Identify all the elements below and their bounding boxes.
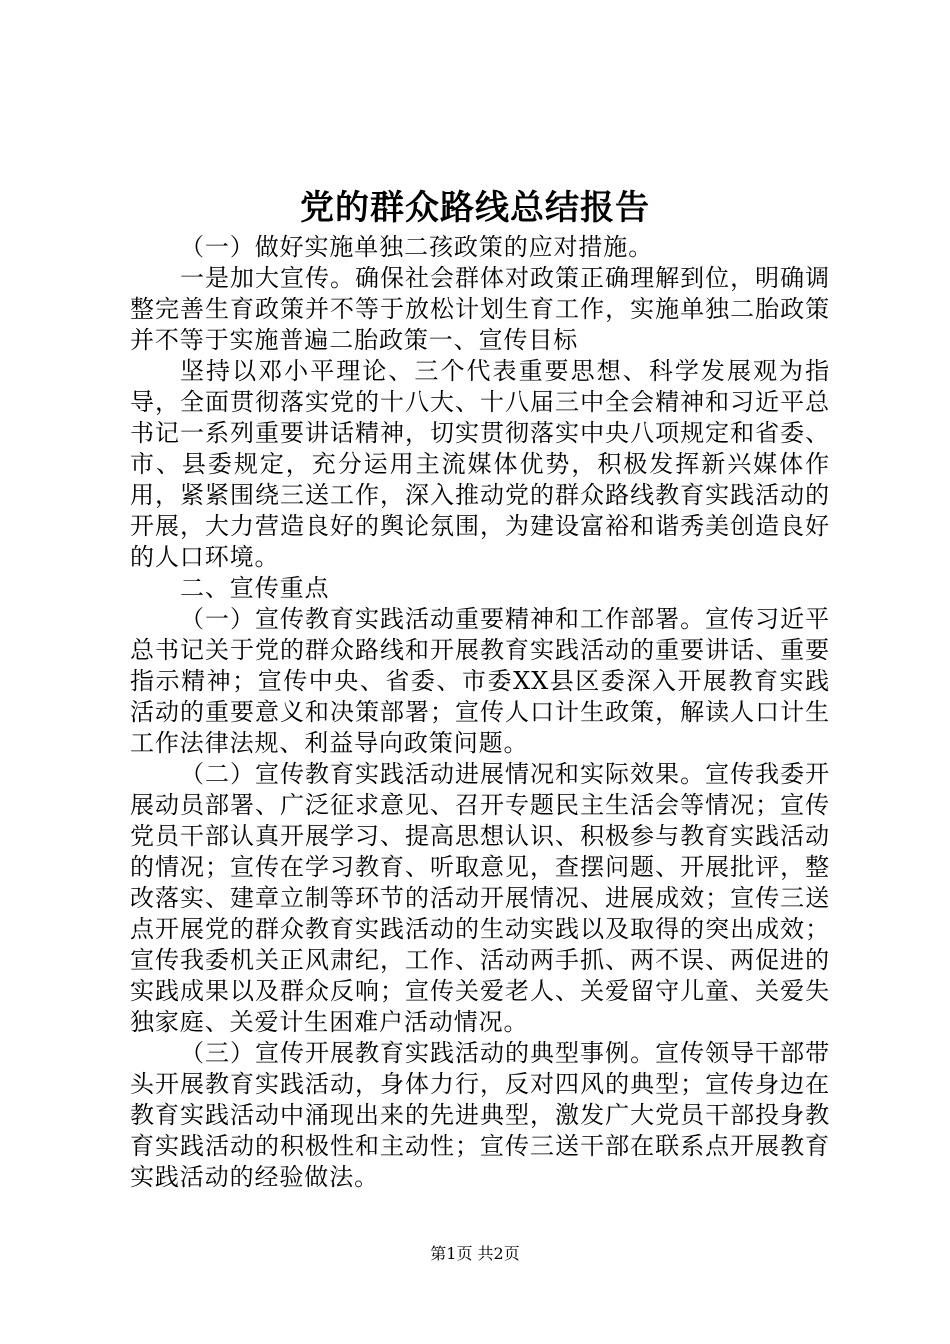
document-body [130, 232, 830, 1193]
paragraph-publicity-goal: 坚持以邓小平理论、三个代表重要思想、科学发展观为指导，全面贯彻落实党的十八大、十八届三中全会精神和习近平总书记一系列重要讲话精神，切实贯彻落实中央八项规定和省委、市、县委规定，充分运用主流媒体优势，积极发挥新兴媒体作用，紧紧围绕三送工作，深入推动党的群众路线教育实践活动的开展，大力营造良好的舆论氛围，为建设富裕和谐秀美创造良好的人口环境。 [130, 357, 830, 571]
paragraph-point-one: （一）宣传教育实践活动重要精神和工作部署。宣传习近平总书记关于党的群众路线和开展教育实践活动的重要讲话、重要指示精神；宣传中央、省委、市委XX县区委深入开展教育实践活动的重要意义和决策部署；宣传人口计生政策，解读人口计生工作法律法规、利益导向政策问题。 [130, 605, 830, 757]
paragraph-point-three: （三）宣传开展教育实践活动的典型事例。宣传领导干部带头开展教育实践活动，身体力行，反对四风的典型；宣传身边在教育实践活动中涌现出来的先进典型，激发广大党员干部投身教育实践活动的积极性和主动性；宣传三送干部在联系点开展教育实践活动的经验做法。 [130, 1039, 830, 1191]
document-title: 党的群众路线总结报告 [300, 188, 650, 228]
paragraph-measure-heading: （一）做好实施单独二孩政策的应对措施。 [180, 233, 654, 261]
paragraph-publicity-intro: 一是加大宣传。确保社会群体对政策正确理解到位，明确调整完善生育政策并不等于放松计划生育工作，实施单独二胎政策并不等于实施普遍二胎政策一、宣传目标 [130, 264, 830, 354]
page-footer: 第1页 共2页 [430, 1244, 520, 1263]
paragraph-section-heading: 二、宣传重点 [180, 574, 330, 602]
paragraph-point-two: （二）宣传教育实践活动进展情况和实际效果。宣传我委开展动员部署、广泛征求意见、召开专题民主生活会等情况；宣传党员干部认真开展学习、提高思想认识、积极参与教育实践活动的情况；宣传在学习教育、听取意见，查摆问题、开展批评，整改落实、建章立制等环节的活动开展情况、进展成效；宣传三送点开展党的群众教育实践活动的生动实践以及取得的突出成效；宣传我委机关正风肃纪，工作、活动两手抓、两不误、两促进的实践成果以及群众反响；宣传关爱老人、关爱留守儿童、关爱失独家庭、关爱计生困难户活动情况。 [130, 760, 830, 1036]
